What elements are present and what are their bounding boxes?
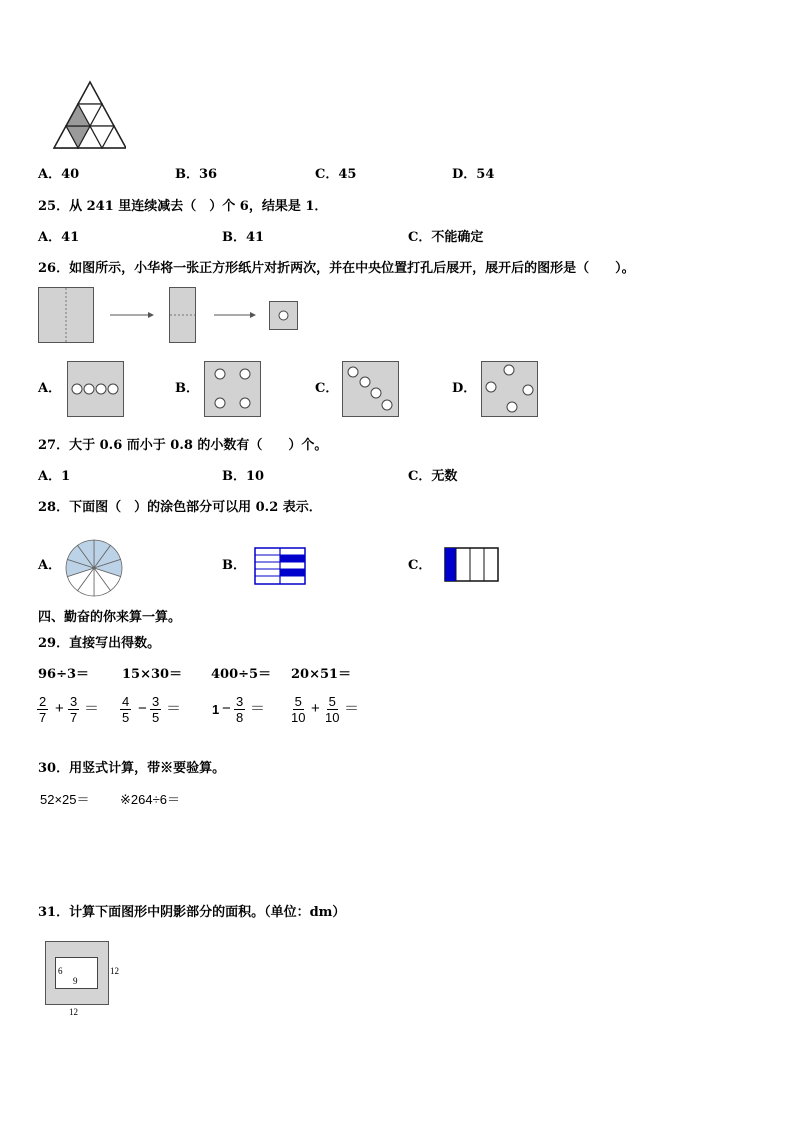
q29-expr-2: 15×30＝ <box>122 667 183 682</box>
q31-label-outer-height: 12 <box>110 966 119 976</box>
q26-question: 26．如图所示，小华将一张正方形纸片对折两次，并在中央位置打孔后展开，展开后的图形是（ ）。 <box>38 261 635 276</box>
q28-question: 28．下面图（ ）的涂色部分可以用 0.2 表示． <box>38 500 322 515</box>
q27-option-b[interactable]: B．10 <box>222 469 265 484</box>
q24-option-b[interactable]: B．36 <box>175 167 218 182</box>
q30-question: 30．用竖式计算，带※要验算。 <box>38 761 226 776</box>
q29-op-4: + <box>311 700 320 717</box>
q25-option-b[interactable]: B．41 <box>222 230 265 245</box>
q27-option-a[interactable]: A．1 <box>38 469 71 484</box>
q31-label-inner-height: 6 <box>58 966 63 976</box>
q27-question: 27．大于 0.6 而小于 0.8 的小数有（ ）个。 <box>38 438 328 453</box>
q31-label-inner-width: 9 <box>73 976 78 986</box>
paper-folding-diagram <box>38 286 300 344</box>
q26-option-a[interactable]: A． <box>38 381 62 396</box>
q26-option-d-figure[interactable] <box>481 361 538 417</box>
q29-frac-4a: $\frac{5}{10}$ <box>291 694 306 725</box>
q26-option-b[interactable]: B． <box>175 381 199 396</box>
q28-option-a[interactable]: A． <box>38 558 62 573</box>
q24-option-d[interactable]: D．54 <box>452 167 495 182</box>
q29-question: 29．直接写出得数。 <box>38 636 161 651</box>
q29-op-1: + <box>55 700 64 717</box>
section-4-title: 四、勤奋的你来算一算。 <box>38 610 182 625</box>
q29-eq-2: ＝ <box>166 700 182 717</box>
q29-expr-1: 96÷3＝ <box>38 667 90 682</box>
q29-frac-2a: $\frac{4}{5}$ <box>122 694 130 725</box>
q29-op-2: − <box>138 700 147 717</box>
q29-eq-3: ＝ <box>250 700 266 717</box>
q29-frac-1b: $\frac{3}{7}$ <box>70 694 78 725</box>
q24-option-a[interactable]: A．40 <box>38 167 80 182</box>
q29-eq-4: ＝ <box>344 700 360 717</box>
q26-option-c[interactable]: C． <box>315 381 339 396</box>
q28-option-b[interactable]: B． <box>222 558 246 573</box>
q25-option-a[interactable]: A．41 <box>38 230 80 245</box>
q28-option-c-bar[interactable] <box>444 547 500 583</box>
q29-whole-3: 1 <box>212 702 220 717</box>
q29-eq-1: ＝ <box>84 700 100 717</box>
q28-option-c[interactable]: C． <box>408 558 432 573</box>
q26-option-c-figure[interactable] <box>342 361 399 417</box>
q29-expr-4: 20×51＝ <box>291 667 352 682</box>
q26-option-d[interactable]: D． <box>452 381 477 396</box>
q29-expr-3: 400÷5＝ <box>211 667 272 682</box>
q26-option-b-figure[interactable] <box>204 361 261 417</box>
q31-question: 31．计算下面图形中阴影部分的面积。（单位：dm） <box>38 905 346 920</box>
q27-option-c[interactable]: C．无数 <box>408 469 458 484</box>
q28-option-a-pie[interactable] <box>64 538 124 598</box>
q25-question: 25．从 241 里连续减去（ ）个 6，结果是 1． <box>38 199 328 214</box>
q29-frac-3b: $\frac{3}{8}$ <box>236 694 244 725</box>
q26-option-a-figure[interactable] <box>67 361 124 417</box>
q25-option-c[interactable]: C．不能确定 <box>408 230 484 245</box>
q29-frac-1a: $\frac{2}{7}$ <box>39 694 47 725</box>
q29-op-3: − <box>222 700 231 717</box>
q29-frac-4b: $\frac{5}{10}$ <box>325 694 340 725</box>
q30-item-2: ※264÷6＝ <box>120 792 180 807</box>
q31-label-outer-width: 12 <box>69 1007 78 1017</box>
q29-frac-2b: $\frac{3}{5}$ <box>152 694 160 725</box>
triangle-grid-figure <box>42 80 126 152</box>
q30-item-1: 52×25＝ <box>40 792 90 807</box>
q28-option-b-grid[interactable] <box>254 547 307 585</box>
q24-option-c[interactable]: C．45 <box>315 167 357 182</box>
